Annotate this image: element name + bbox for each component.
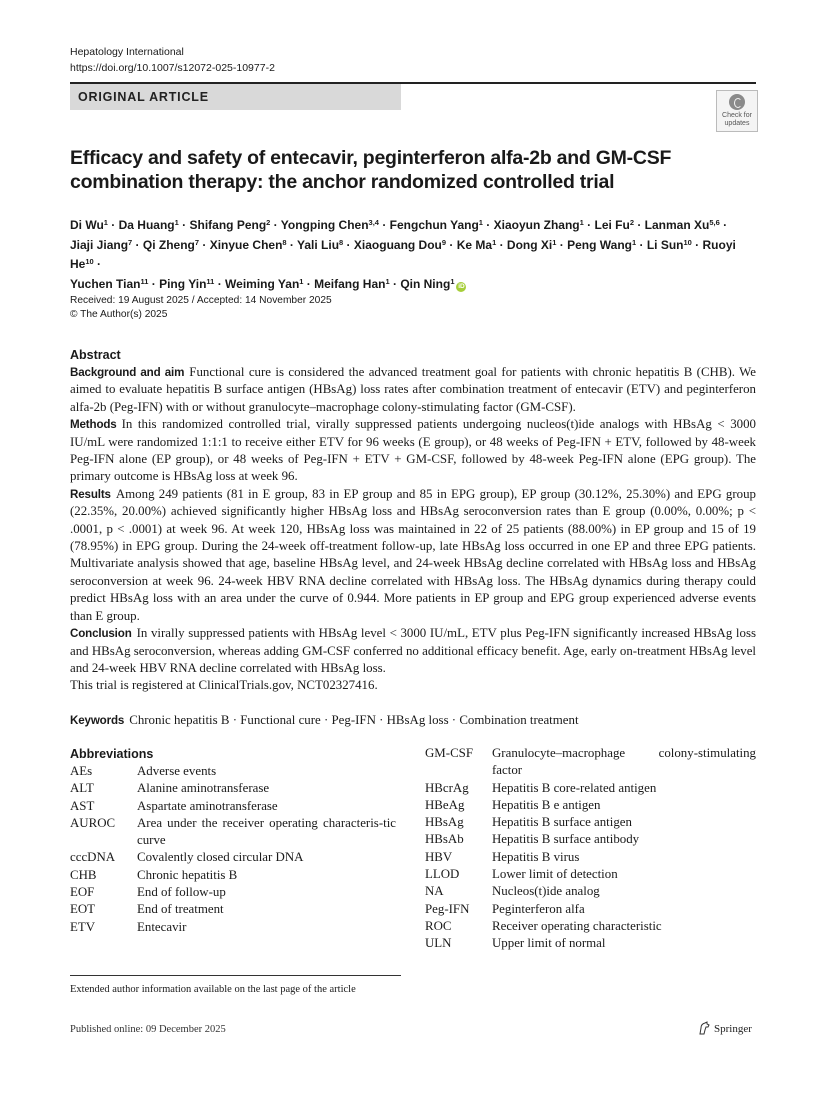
author-separator: · [389, 276, 401, 291]
author-name: Li Sun [646, 237, 684, 252]
author-separator: · [378, 218, 390, 232]
author-separator: · [214, 276, 226, 291]
author[interactable] [297, 238, 343, 252]
author-affiliation: 9 [441, 237, 447, 247]
footnote-rule [70, 975, 401, 976]
author[interactable] [210, 238, 287, 252]
abbreviation-term: AST [70, 798, 95, 813]
abbreviation-definition: Chronic hepatitis B [137, 867, 238, 882]
abbreviation-row [425, 901, 756, 918]
author-affiliation: 1 [450, 276, 455, 286]
author-name: Weiming Yan [225, 276, 300, 291]
author-affiliation: 5,6 [709, 218, 720, 227]
abstract [70, 346, 756, 695]
abbreviation-row [70, 798, 396, 815]
abbreviation-term: AEs [70, 764, 93, 778]
author-separator: · [556, 237, 568, 252]
abbreviation-row [425, 866, 756, 883]
author-list [70, 216, 760, 294]
abstract-background [70, 364, 756, 416]
author-separator: · [178, 218, 190, 232]
author-separator: · [303, 276, 315, 291]
author-info-note: Extended author information available on the last page of the article [70, 984, 356, 995]
abbreviation-definition: Nucleos(t)ide analog [492, 884, 600, 899]
author[interactable] [645, 218, 720, 232]
abbreviation-row [425, 935, 756, 952]
author-affiliation: 10 [85, 257, 94, 266]
abstract-heading: Abstract [70, 348, 121, 362]
author[interactable] [70, 238, 132, 252]
abbreviation-row [425, 797, 756, 814]
abbreviation-row [70, 780, 396, 797]
keywords-label: Keywords [70, 714, 125, 727]
abbreviation-term: AUROC [70, 815, 116, 830]
abbreviation-term: EOF [70, 885, 95, 900]
abbreviation-row [425, 918, 756, 935]
author-separator: · [199, 237, 210, 252]
abbreviation-definition: Hepatitis B surface antigen [492, 815, 632, 830]
check-for-updates-badge[interactable] [716, 90, 758, 132]
author[interactable] [143, 238, 199, 252]
author-affiliation: 7 [194, 237, 200, 247]
author[interactable] [281, 218, 379, 232]
abbreviations-left-column [70, 763, 396, 936]
author-name: Meifang Han [314, 276, 386, 291]
orcid-icon[interactable]: iD [458, 282, 465, 290]
author-affiliation: 2 [629, 218, 634, 227]
keywords-text: Chronic hepatitis B · Functional cure · Peg-IFN · HBsAg loss · Combination treatment [129, 713, 579, 727]
abbreviation-term: ROC [425, 918, 452, 933]
journal-name: Hepatology International [70, 46, 184, 58]
abbreviation-definition: Hepatitis B virus [492, 849, 580, 864]
author-name: Ping Yin [159, 276, 207, 291]
author-separator: · [270, 218, 281, 232]
author-affiliation: 1 [385, 276, 390, 286]
author-affiliation: 1 [103, 218, 108, 227]
author[interactable] [70, 218, 108, 232]
author-affiliation: 1 [552, 237, 557, 247]
abbreviation-term: HBsAg [425, 815, 464, 830]
author[interactable] [189, 218, 270, 232]
abbreviation-term: GM-CSF [425, 746, 473, 760]
author-name: Yongping Chen [280, 218, 369, 232]
abbreviation-definition: Hepatitis B e antigen [492, 797, 601, 812]
author[interactable] [457, 238, 497, 252]
abbreviation-row [425, 883, 756, 900]
author[interactable] [159, 277, 214, 291]
abbreviation-term: HBV [425, 849, 453, 864]
check-line-2: updates [724, 119, 750, 127]
author-name: Fengchun Yang [389, 218, 479, 232]
author-separator: · [636, 237, 647, 252]
methods-text: In this randomized controlled trial, virally suppressed patients undergoing nucleos(t)ide analogs with HBsAg < 3000 IU/mL were randomized 1:1:1 to receive either ETV for 96 weeks (E group), or 48 weeks of Peg-IFN + ETV, followed by 48-week Peg-IFN alone (EP group), or 48 weeks of Peg-IFN + ETV + GM-CSF, followed by 48-week Peg-IFN alone (EPG group). The primary outcome is HBsAg loss at week 96. [70, 417, 756, 484]
abbreviations-heading: Abbreviations [70, 747, 154, 761]
author-separator: · [719, 218, 728, 232]
abbreviation-term: HBsAb [425, 832, 464, 847]
author-name: Qin Ning [400, 276, 451, 291]
author-affiliation: 8 [339, 237, 344, 247]
abbreviation-term: HBcrAg [425, 780, 469, 795]
abstract-conclusion [70, 625, 756, 677]
abbreviation-definition: End of follow-up [137, 885, 226, 900]
abbreviation-term: ULN [425, 936, 452, 951]
author-separator: · [93, 257, 102, 271]
author-affiliation: 7 [128, 237, 133, 247]
check-updates-icon [729, 94, 745, 110]
author-affiliation: 3,4 [368, 218, 379, 227]
abbreviation-term: cccDNA [70, 850, 116, 865]
author[interactable] [390, 218, 483, 232]
abbreviation-row [70, 884, 396, 901]
abstract-methods [70, 416, 756, 486]
author-name: Peng Wang [567, 237, 632, 252]
author-affiliation: 1 [579, 218, 584, 227]
abbreviations-right-column [425, 745, 756, 953]
abbreviation-term: EOT [70, 902, 96, 917]
abbreviation-term: HBeAg [425, 797, 465, 812]
author-name: Xiaoyun Zhang [493, 218, 580, 232]
author-affiliation: 11 [206, 276, 215, 286]
abbreviation-term: ALT [70, 781, 94, 796]
abbreviation-term: NA [425, 884, 444, 899]
author[interactable] [647, 238, 692, 252]
author-name: Qi Zheng [142, 237, 195, 252]
abbreviation-definition: Peginterferon alfa [492, 901, 585, 916]
author-separator: · [107, 218, 119, 232]
doi-link[interactable]: https://doi.org/10.1007/s12072-025-10977-2 [70, 62, 275, 74]
abbreviation-row [425, 780, 756, 797]
abbreviation-term: ETV [70, 919, 96, 934]
author-separator: · [343, 237, 354, 252]
abstract-results [70, 486, 756, 625]
abbreviation-term: LLOD [425, 867, 460, 882]
author-name: Yali Liu [297, 237, 340, 252]
author[interactable] [354, 238, 446, 252]
copyright: © The Author(s) 2025 [70, 309, 168, 320]
author-name: Ruoyi He [70, 237, 736, 271]
author-name: Yuchen Tian [70, 276, 141, 291]
author-separator: · [691, 237, 703, 252]
author-affiliation: 10 [683, 237, 692, 247]
results-label: Results [70, 487, 111, 501]
abbreviation-row [70, 815, 396, 850]
abbreviation-row [425, 814, 756, 831]
author[interactable] [494, 218, 584, 232]
author-affiliation: 2 [266, 218, 271, 227]
author-name: Di Wu [70, 218, 104, 232]
author[interactable] [567, 238, 636, 252]
author[interactable] [507, 238, 557, 252]
author-name: Da Huang [118, 218, 175, 232]
abbreviation-row [70, 763, 396, 780]
section-banner: ORIGINAL ARTICLE [70, 84, 401, 110]
publisher-logo [698, 1021, 752, 1037]
author[interactable] [70, 277, 148, 291]
author-affiliation: 1 [299, 276, 304, 286]
author-separator: · [132, 237, 143, 252]
journal-info [70, 44, 275, 76]
abbreviation-definition: End of treatment [137, 902, 224, 917]
author[interactable] [594, 218, 634, 232]
conclusion-text: In virally suppressed patients with HBsAg level < 3000 IU/mL, ETV plus Peg-IFN significantly increased HBsAg loss and HBsAg seroconversion, whereas adding GM-CSF conferred no additional efficacy benefit. Age, early on-treatment HBsAg level and 24-week HBV RNA decline correlated with HBsAg loss. [70, 626, 756, 675]
abbreviation-definition: Hepatitis B surface antibody [492, 832, 640, 847]
abbreviation-definition: Upper limit of normal [492, 936, 606, 951]
abbreviation-definition: Alanine aminotransferase [137, 781, 270, 796]
abbreviation-definition: Entecavir [137, 919, 187, 934]
author-separator: · [148, 276, 160, 291]
received-accepted: Received: 19 August 2025 / Accepted: 14 November 2025 [70, 295, 332, 306]
conclusion-label: Conclusion [70, 627, 132, 641]
abbreviation-definition: Covalently closed circular DNA [137, 850, 304, 865]
abbreviation-term: Peg-IFN [425, 901, 470, 916]
author-affiliation: 8 [282, 237, 287, 247]
abbreviation-row [70, 867, 396, 884]
author-affiliation: 1 [174, 218, 179, 227]
publisher-name: Springer [714, 1023, 752, 1035]
abbreviation-definition: Area under the receiver operating characteris-tic curve [137, 815, 396, 848]
abbreviation-row [425, 831, 756, 848]
article-dates [70, 294, 332, 322]
author[interactable] [314, 277, 390, 291]
author-name: Lei Fu [594, 218, 630, 232]
author-name: Xinyue Chen [209, 237, 283, 252]
author-separator: · [634, 218, 645, 232]
springer-horse-icon [698, 1021, 711, 1035]
abbreviation-definition: Granulocyte–macrophage colony-stimulating factor [492, 746, 756, 778]
author-name: Shifang Peng [189, 218, 267, 232]
abbreviation-definition: Adverse events [137, 764, 217, 778]
author-name: Lanman Xu [644, 218, 710, 232]
background-label: Background and aim [70, 366, 185, 379]
background-text: Functional cure is considered the advanced treatment goal for patients with chronic hepatitis B (CHB). We aimed to evaluate hepatitis B surface antigen (HBsAg) loss rates after combination treatment of entecavir (ETV) and peginterferon alfa-2b (Peg-IFN) with or without granulocyte–macrophage colony-stimulating factor (GM-CSF). [70, 365, 756, 414]
abbreviation-row [70, 849, 396, 866]
abbreviation-definition: Aspartate aminotransferase [137, 798, 278, 813]
abbreviation-row [425, 849, 756, 866]
author-separator: · [286, 237, 298, 252]
author[interactable] [119, 218, 179, 232]
abbreviation-term: CHB [70, 867, 97, 882]
author-name: Dong Xi [506, 237, 553, 252]
abbreviation-row [70, 901, 396, 918]
author-affiliation: 1 [631, 237, 637, 247]
author-separator: · [482, 218, 494, 232]
abbreviation-definition: Receiver operating characteristic [492, 918, 662, 933]
methods-label: Methods [70, 418, 117, 432]
author-affiliation: 11 [140, 276, 149, 286]
author-name: Ke Ma [456, 237, 493, 252]
author-separator: · [446, 237, 457, 252]
results-text: Among 249 patients (81 in E group, 83 in EP group and 85 in EPG group), EP group (30.12%, 25.30%) and EPG group (22.35%, 20.00%) achieved significantly higher HBsAg loss and HBsAg seroconversion rates than E group (0.00%, 0.00%; p < .0001, p < .0001) at week 96. At week 120, HBsAg loss was maintained in 22 of 25 patients (88.00%) in EP group and 15 of 19 (78.95%) in EPG group. During the 24-week off-treatment follow-up, late HBsAg loss occurred in one EP and three EPG patients. Multivariate analysis showed that age, baseline HBsAg level, and 24-week HBsAg decline correlated with HBsAg loss and HBsAg seroconversion at week 96. 24-week HBV RNA decline correlated with HBsAg loss. The HBsAg dynamics during therapy could predict HBsAg loss with an area under the curve of 0.944. More patients in EP group and EPG group experienced adverse events than E group. [70, 486, 756, 623]
author-affiliation: 1 [492, 237, 497, 247]
published-date: Published online: 09 December 2025 [70, 1024, 226, 1035]
author-separator: · [496, 237, 507, 252]
author-name: Jiaji Jiang [70, 237, 129, 252]
trial-registration: This trial is registered at ClinicalTrials.gov, NCT02327416. [70, 678, 378, 693]
check-line-1: Check for [722, 112, 752, 119]
abbreviation-row [70, 919, 396, 936]
author-affiliation: 1 [478, 218, 483, 227]
abbreviation-definition: Hepatitis B core-related antigen [492, 780, 657, 795]
author[interactable] [400, 277, 466, 291]
article-title: Efficacy and safety of entecavir, peginterferon alfa-2b and GM-CSF combination therapy: the anchor randomized controlled trial [70, 147, 672, 193]
abbreviation-row [425, 745, 756, 780]
author-separator: · [583, 218, 595, 232]
author[interactable] [225, 277, 303, 291]
keywords [70, 711, 579, 730]
author-name: Xiaoguang Dou [353, 237, 442, 252]
abbreviation-definition: Lower limit of detection [492, 867, 618, 882]
